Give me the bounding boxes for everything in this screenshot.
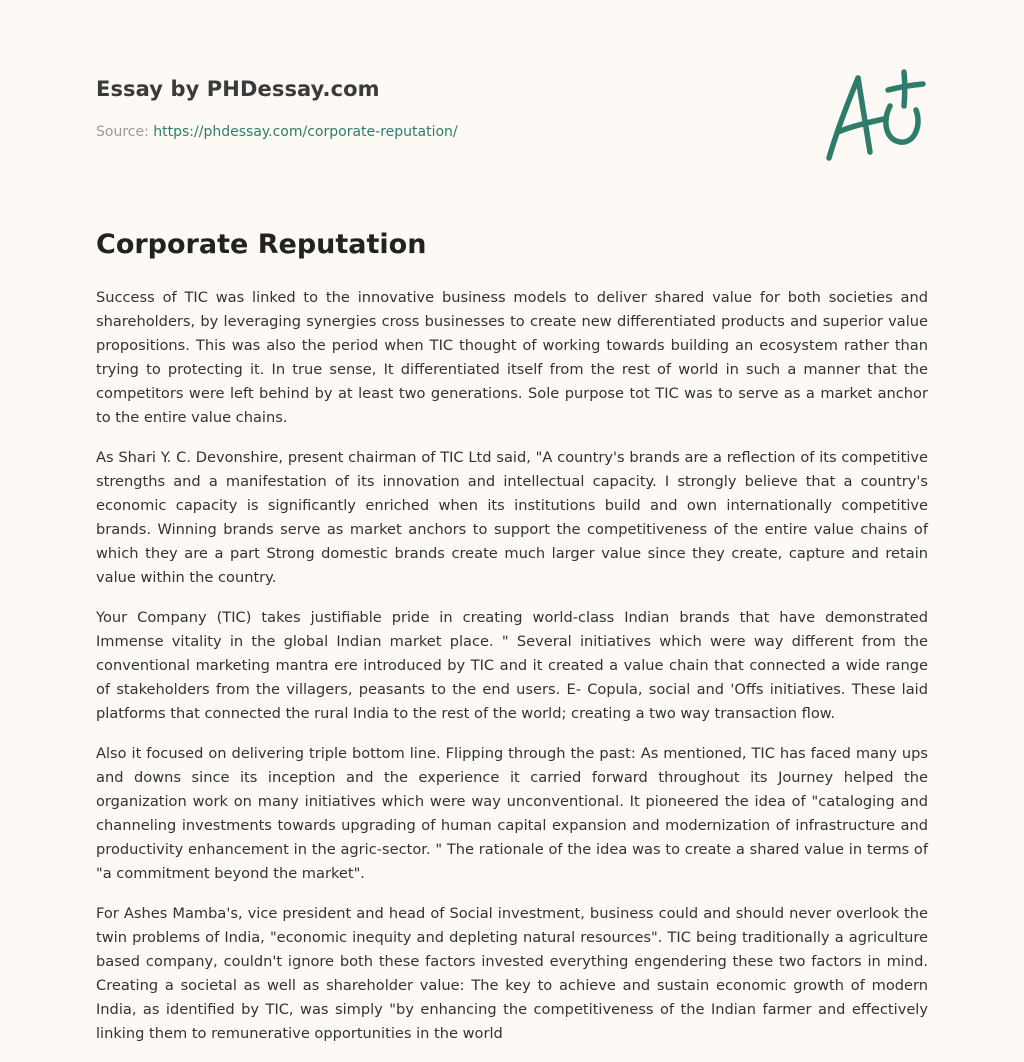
source-label: Source:: [96, 124, 149, 140]
essay-paragraph-3: Your Company (TIC) takes justifiable pride in creating world-class Indian brands that have demonstrated Immense vitality in the global Indian market place. " Several initiatives which were way different from the conventional marketing mantra ere introduced by TIC and it created a value chain that connected a wide range of stakeholders from the villagers, peasants to the end users. E- Copula, social and 'Offs initiatives. These laid platforms that connected the rural India to the rest of the world; creating a two way transaction flow.: [96, 609, 928, 722]
a-plus-logo-icon: [820, 66, 930, 166]
essay-title: Corporate Reputation: [96, 229, 427, 260]
essay-paragraph-4: Also it focused on delivering triple bottom line. Flipping through the past: As mentioned, TIC has faced many ups and downs since its inception and the experience it carried forward throughout its Journey helped the organization work on many initiatives which were way unconventional. It pioneered the idea of "cataloging and channeling investments towards upgrading of human capital expansion and modernization of infrastructure and productivity enhancement in the agric-sector. " The rationale of the idea was to create a shared value in terms of "a commitment beyond the market".: [96, 745, 928, 882]
essay-paragraph-2: As Shari Y. C. Devonshire, present chairman of TIC Ltd said, "A country's brands are a reflection of its competitive strengths and a manifestation of its innovation and intellectual capacity. I strongly believe that a country's economic capacity is significantly enriched when its institutions build and own internationally competitive brands. Winning brands serve as market anchors to support the competitiveness of the entire value chains of which they are a part Strong domestic brands create much larger value since they create, capture and retain value within the country.: [96, 449, 928, 586]
essay-paragraph-5: For Ashes Mamba's, vice president and head of Social investment, business could and should never overlook the twin problems of India, "economic inequity and depleting natural resources". TIC being traditionally a agriculture based company, couldn't ignore both these factors invested everything engendering these two factors in mind. Creating a societal as well as shareholder value: The key to achieve and sustain economic growth of modern India, as identified by TIC, was simply "by enhancing the competitiveness of the Indian farmer and effectively linking them to remunerative opportunities in the world: [96, 905, 928, 1042]
site-title: Essay by PHDessay.com: [96, 77, 380, 101]
source-link[interactable]: https://phdessay.com/corporate-reputation/: [153, 124, 458, 140]
source-line: [96, 122, 928, 142]
essay-paragraph-1: Success of TIC was linked to the innovative business models to deliver shared value for both societies and shareholders, by leveraging synergies cross businesses to create new differentiated products and superior value propositions. This was also the period when TIC thought of working towards building an ecosystem rather than trying to protecting it. In true sense, It differentiated itself from the rest of world in such a manner that the competitors were left behind by at least two generations. Sole purpose tot TIC was to serve as a market anchor to the entire value chains.: [96, 289, 928, 426]
essay-body: [96, 226, 928, 1062]
page-header: [96, 74, 928, 142]
